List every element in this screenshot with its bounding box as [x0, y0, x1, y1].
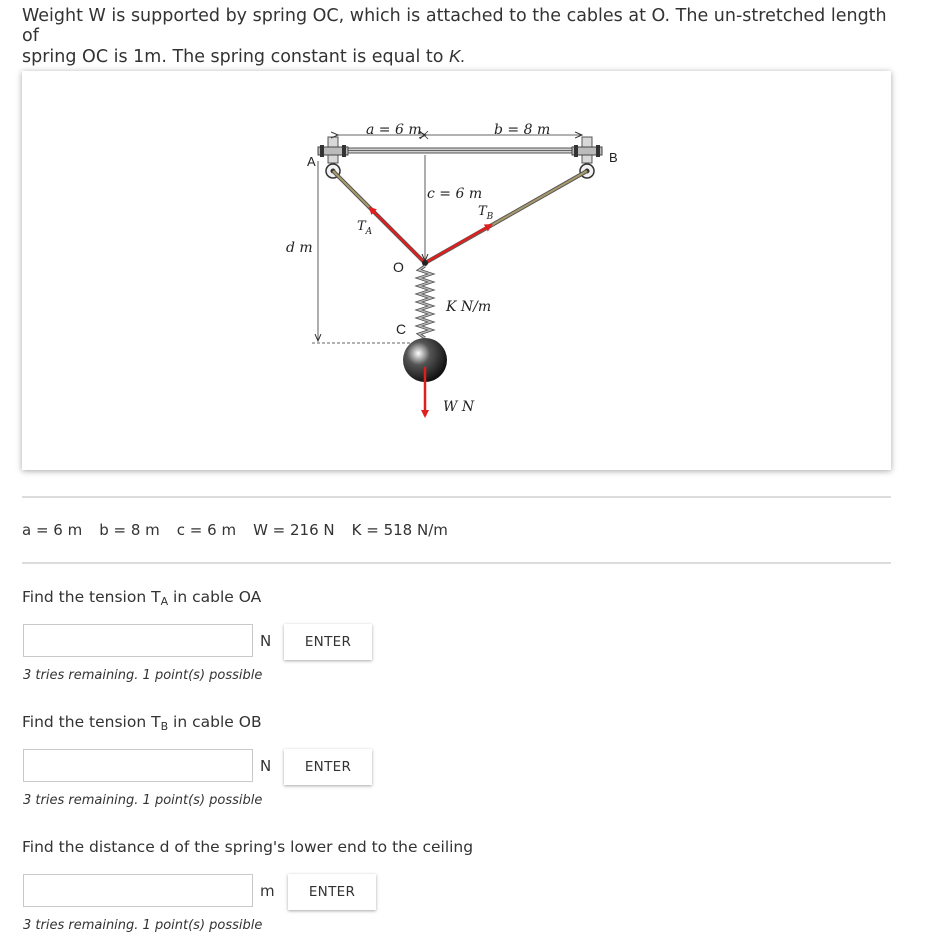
label-point-o: O	[393, 259, 404, 275]
spring-icon	[419, 260, 431, 338]
label-tb: $T_B$	[478, 204, 494, 222]
figure-card	[22, 71, 891, 470]
label-point-a: A	[307, 154, 316, 169]
question-tb: Find the tension $T_B$ in cable OB	[22, 713, 262, 733]
spring-cable-diagram	[22, 71, 891, 470]
given-b: b = 8 m	[99, 521, 160, 539]
problem-statement	[22, 6, 902, 67]
answer-input-tb[interactable]	[23, 749, 253, 782]
divider-bottom	[22, 562, 891, 564]
unit-ta: N	[260, 632, 272, 650]
label-c: c = 6 m	[427, 186, 483, 202]
label-b: b = 8 m	[494, 122, 551, 138]
label-d: d m	[286, 240, 313, 256]
enter-button-d[interactable]: ENTER	[288, 874, 376, 910]
given-c: c = 6 m	[176, 521, 237, 539]
unit-tb: N	[260, 757, 272, 775]
problem-line-1: Weight W is supported by spring OC, which is attached to the cables at O. The un-stretched length of	[22, 6, 887, 46]
question-ta: Find the tension $T_A$ in cable OA	[22, 588, 262, 608]
problem-line-2	[22, 46, 902, 67]
question-d: Find the distance d of the spring's lower end to the ceiling	[22, 838, 474, 856]
tension-b-arrow	[425, 225, 491, 263]
given-k: K = 518 N/m	[351, 521, 448, 539]
tries-tb: 3 tries remaining. 1 point(s) possible	[23, 793, 263, 808]
label-k: K N/m	[446, 299, 492, 315]
given-a: a = 6 m	[22, 521, 83, 539]
answer-input-d[interactable]	[23, 874, 253, 907]
given-w: W = 216 N	[253, 521, 335, 539]
label-point-c: C	[396, 321, 407, 337]
unit-d: m	[260, 882, 275, 900]
enter-button-tb[interactable]: ENTER	[284, 749, 372, 785]
tension-a-arrow	[370, 208, 425, 263]
tries-d: 3 tries remaining. 1 point(s) possible	[23, 918, 263, 933]
problem-k-symbol: K.	[449, 46, 466, 66]
label-ta: $T_A$	[357, 219, 373, 237]
divider-top	[22, 496, 891, 498]
label-a: a = 6 m	[366, 122, 422, 138]
label-w: W N	[443, 399, 475, 415]
problem-line-2-text: spring OC is 1m. The spring constant is equal to	[22, 47, 450, 67]
enter-button-ta[interactable]: ENTER	[284, 624, 372, 660]
answer-input-ta[interactable]	[23, 624, 253, 657]
given-values	[22, 521, 465, 539]
label-point-b: B	[609, 150, 618, 165]
tries-ta: 3 tries remaining. 1 point(s) possible	[23, 668, 263, 683]
